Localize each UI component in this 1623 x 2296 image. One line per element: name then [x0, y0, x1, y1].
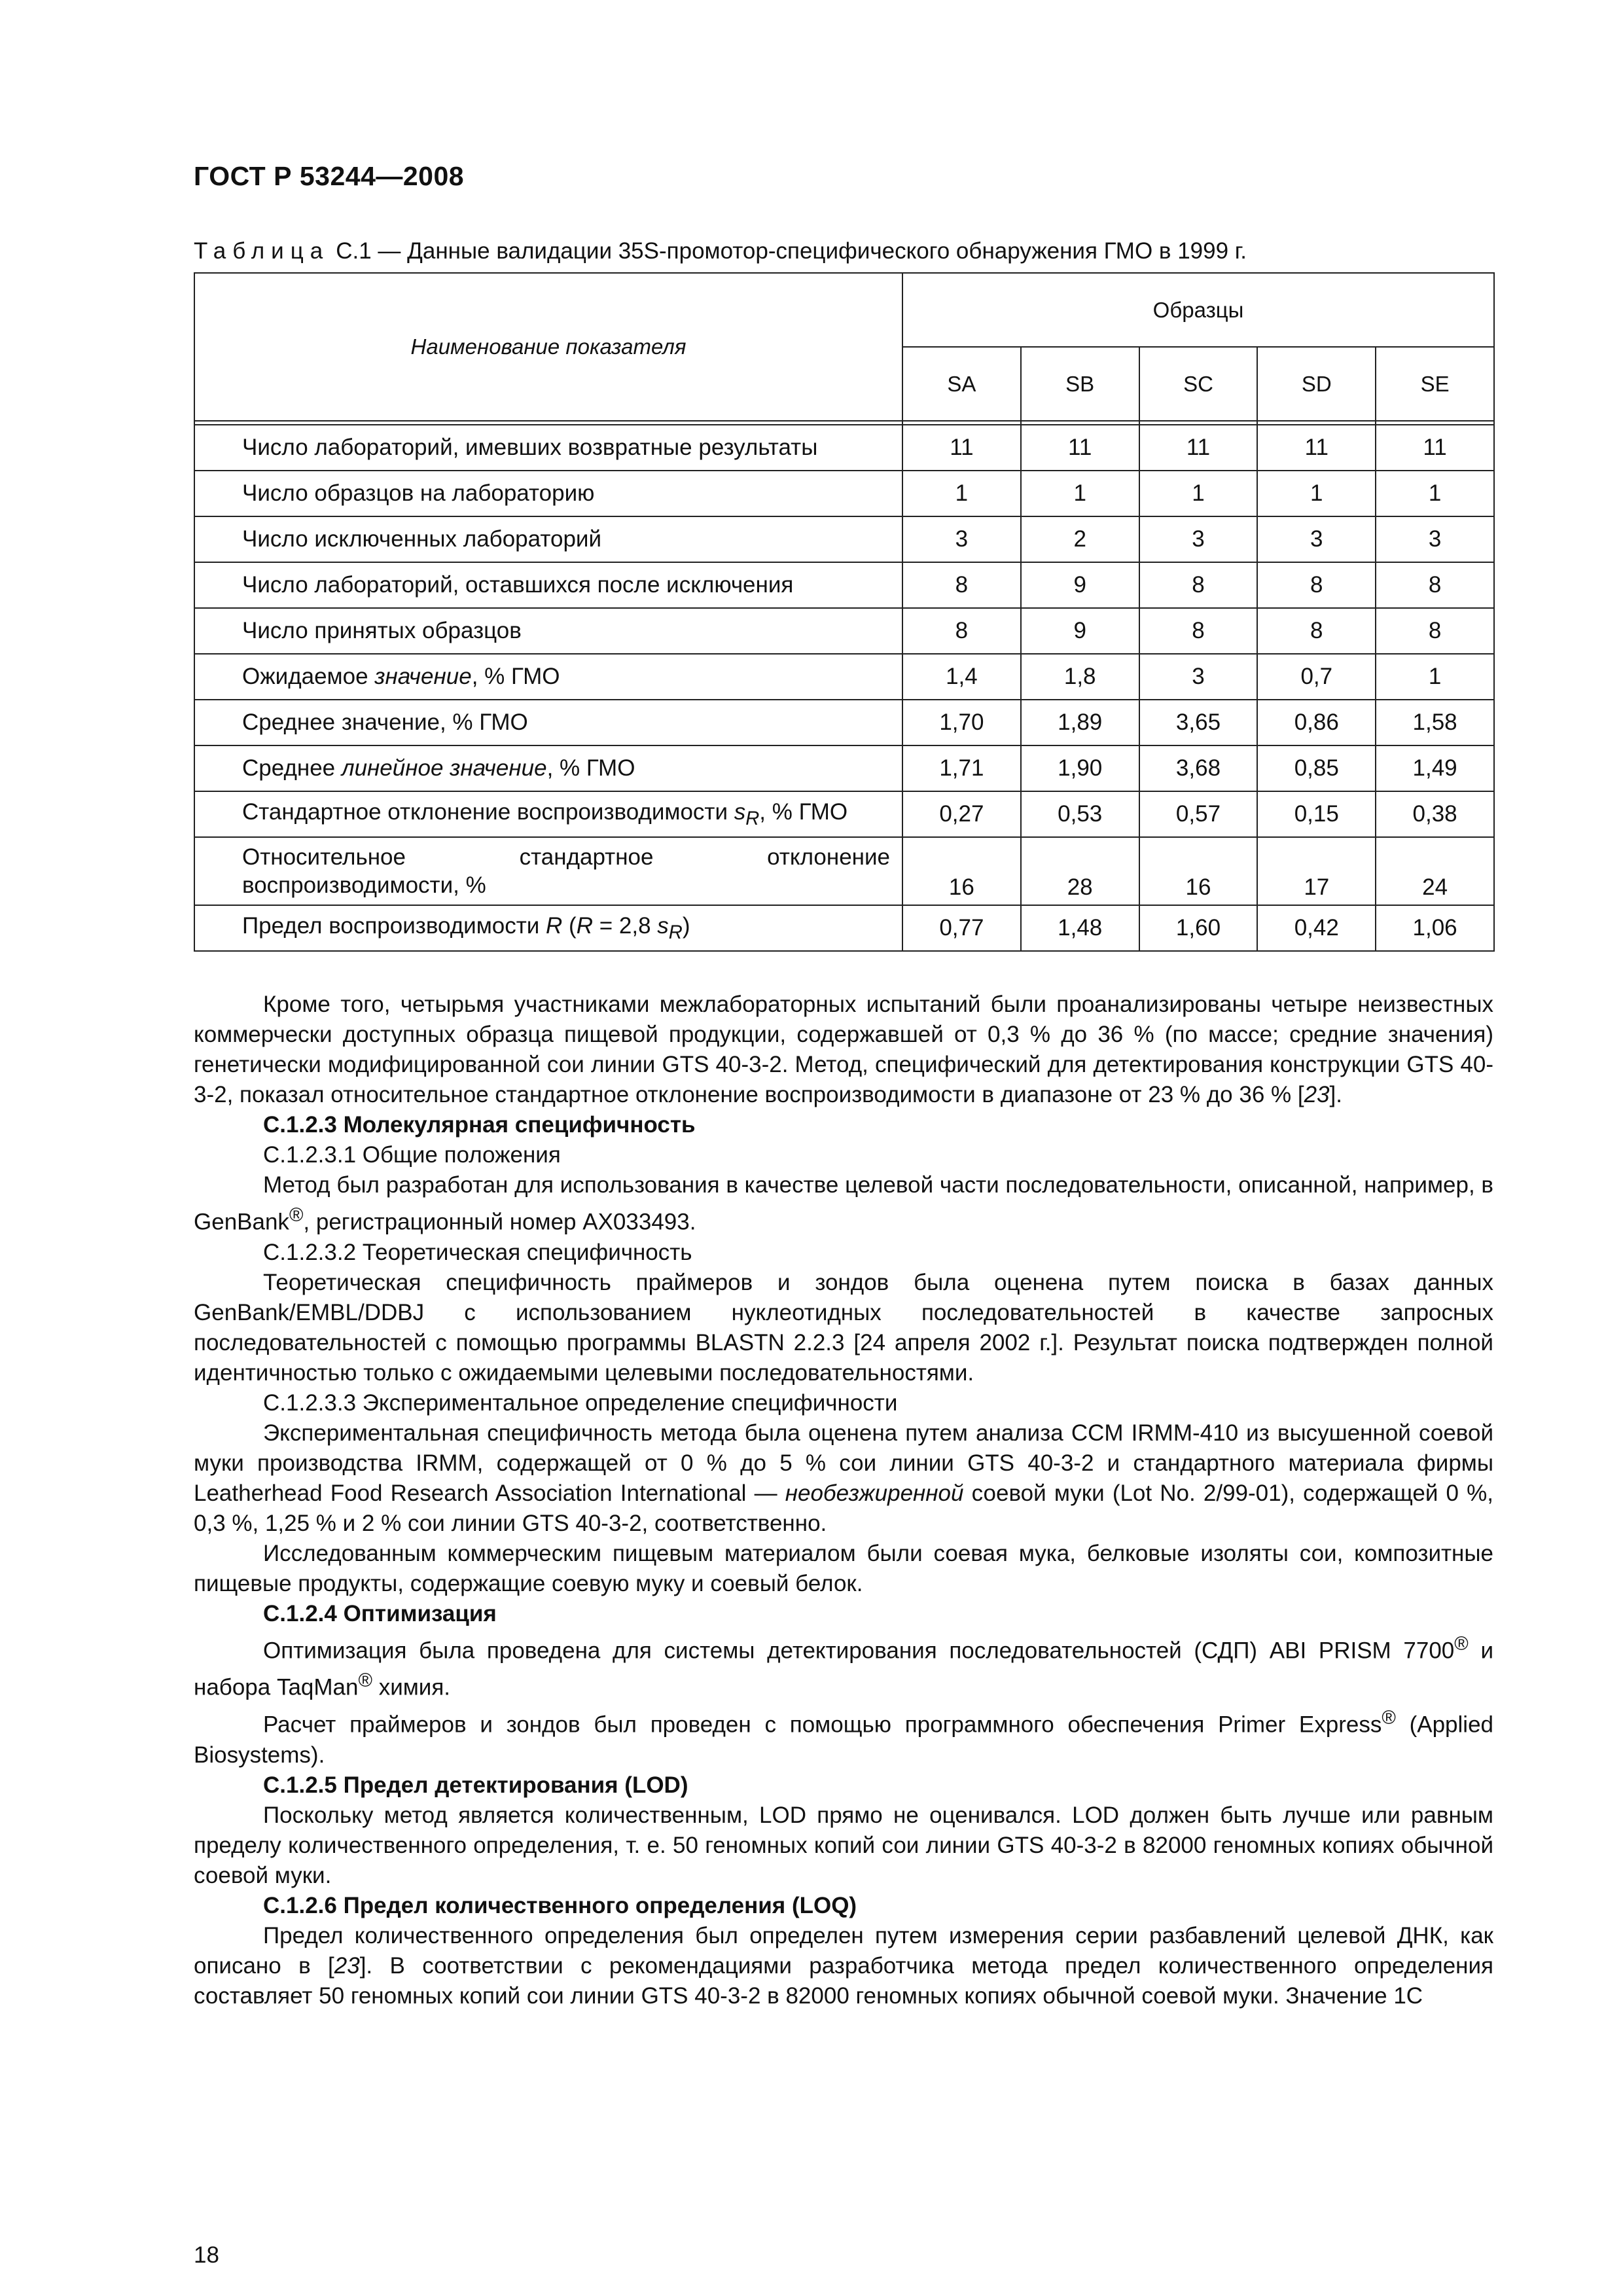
paragraph: Метод был разработан для использования в качестве целевой части последовательности, описанной, например, в GenBank®, регистрационный номер AX033493.: [194, 1172, 1493, 1235]
table-row: [194, 654, 1494, 700]
row-label: Предел воспроизводимости R (R = 2,8 $s_R$): [194, 905, 902, 951]
column-header-sample: SC: [1139, 347, 1258, 421]
cell-value: 16: [1139, 837, 1258, 905]
cell-value: 1: [1139, 471, 1258, 516]
paragraph: Предел количественного определения был определен путем измерения серии разбавлений целевой ДНК, как описано в [23]. В соответствии с рекомендациями разработчика метода предел количественного определения составляет 50 геномных копий сои линии GTS 40-3-2 в 82000 геномных копиях обычной соевой муки. Значение 1С: [194, 1922, 1494, 2009]
row-label: Среднее значение, % ГМО: [194, 700, 902, 745]
cell-value: 11: [1376, 425, 1494, 471]
section-heading: С.1.2.4 Оптимизация: [263, 1600, 497, 1626]
paragraph: Расчет праймеров и зондов был проведен с помощью программного обеспечения Primer Express® (Applied Biosystems).: [194, 1707, 1494, 1768]
subsection-heading: С.1.2.3.3 Экспериментальное определение специфичности: [263, 1390, 898, 1416]
row-label: Число исключенных лабораторий: [194, 516, 902, 562]
cell-value: 8: [1139, 608, 1258, 654]
section-heading: С.1.2.6 Предел количественного определения (LOQ): [263, 1892, 857, 1918]
cell-value: 1,90: [1021, 745, 1139, 791]
table-row: [194, 516, 1494, 562]
paragraph: Теоретическая специфичность праймеров и зондов была оценена путем поиска в базах данных GenBank/EMBL/DDBJ с использованием нуклеотидных последовательностей в качестве запросных последовательностей с помощью программы BLASTN 2.2.3 [24 апреля 2002 г.]. Результат поиска подтвержден полной идентичностью только с ожидаемыми целевыми последовательностями.: [194, 1269, 1493, 1386]
cell-value: 0,85: [1257, 745, 1376, 791]
cell-value: 1: [1376, 471, 1494, 516]
table-row: [194, 745, 1494, 791]
paragraph: Экспериментальная специфичность метода была оценена путем анализа CCM IRMM-410 из высушенной соевой муки производства IRMM, содержащей от 0 % до 5 % сои линии GTS 40-3-2 и стандартного материала фирмы Leatherhead Food Research Association International — необезжиренной соевой муки (Lot No. 2/99-01), содержащей 0 %, 0,3 %, 1,25 % и 2 % сои линии GTS 40-3-2, соответственно.: [194, 1420, 1493, 1536]
cell-value: 1: [1257, 471, 1376, 516]
cell-value: 11: [1139, 425, 1258, 471]
row-label: Ожидаемое значение, % ГМО: [194, 654, 902, 700]
cell-value: 8: [902, 608, 1021, 654]
cell-value: 1,4: [902, 654, 1021, 700]
cell-value: 0,7: [1257, 654, 1376, 700]
subsection-heading: С.1.2.3.1 Общие положения: [263, 1142, 561, 1168]
row-label: Число лабораторий, имевших возвратные результаты: [194, 425, 902, 471]
row-label: Число образцов на лабораторию: [194, 471, 902, 516]
cell-value: 0,27: [902, 791, 1021, 837]
table-row: [194, 562, 1494, 608]
cell-value: 1,48: [1021, 905, 1139, 951]
cell-value: 9: [1021, 608, 1139, 654]
cell-value: 0,38: [1376, 791, 1494, 837]
cell-value: 17: [1257, 837, 1376, 905]
row-label: Число лабораторий, оставшихся после исключения: [194, 562, 902, 608]
column-header-samples: Образцы: [902, 273, 1494, 347]
table-row: [194, 837, 1494, 905]
column-header-indicator: Наименование показателя: [194, 273, 902, 421]
cell-value: 8: [1139, 562, 1258, 608]
cell-value: 3,65: [1139, 700, 1258, 745]
cell-value: 1,71: [902, 745, 1021, 791]
paragraph: Исследованным коммерческим пищевым материалом были соевая мука, белковые изоляты сои, композитные пищевые продукты, содержащие соевую муку и соевый белок.: [194, 1540, 1493, 1596]
cell-value: 11: [1257, 425, 1376, 471]
paragraph: Оптимизация была проведена для системы детектирования последовательностей (СДП) ABI PRISM 7700® и набора TaqMan® химия.: [194, 1633, 1493, 1700]
cell-value: 8: [1257, 562, 1376, 608]
cell-value: 8: [1376, 608, 1494, 654]
paragraph: Поскольку метод является количественным, LOD прямо не оценивался. LOD должен быть лучше или равным пределу количественного определения, т. е. 50 геномных копий сои линии GTS 40-3-2 в 82000 геномных копиях обычной соевой муки.: [194, 1802, 1493, 1888]
table-row: [194, 700, 1494, 745]
cell-value: 8: [1376, 562, 1494, 608]
validation-table: [194, 272, 1495, 952]
cell-value: 3,68: [1139, 745, 1258, 791]
cell-value: 0,53: [1021, 791, 1139, 837]
cell-value: 28: [1021, 837, 1139, 905]
table-row: [194, 791, 1494, 837]
cell-value: 11: [902, 425, 1021, 471]
cell-value: 3: [1376, 516, 1494, 562]
cell-value: 3: [902, 516, 1021, 562]
cell-value: 1,89: [1021, 700, 1139, 745]
cell-value: 2: [1021, 516, 1139, 562]
paragraph: Кроме того, четырьмя участниками межлабораторных испытаний были проанализированы четыре неизвестных коммерчески доступных образца пищевой продукции, содержавшей от 0,3 % до 36 % (по массе; средние значения) генетически модифицированной сои линии GTS 40-3-2. Метод, специфический для детектирования конструкции GTS 40-3-2, показал относительное стандартное отклонение воспроизводимости в диапазоне от 23 % до 36 % [23].: [194, 992, 1493, 1107]
row-label: Относительное стандартное отклонение воспроизводимости, %: [194, 837, 902, 905]
cell-value: 8: [1257, 608, 1376, 654]
table-caption-title: C.1 — Данные валидации 35S-промотор-специфического обнаружения ГМО в 1999 г.: [336, 238, 1247, 264]
cell-value: 1,8: [1021, 654, 1139, 700]
row-label: Число принятых образцов: [194, 608, 902, 654]
row-label: Среднее линейное значение, % ГМО: [194, 745, 902, 791]
cell-value: 8: [902, 562, 1021, 608]
cell-value: 16: [902, 837, 1021, 905]
document-header: ГОСТ Р 53244—2008: [194, 161, 465, 191]
row-label: Стандартное отклонение воспроизводимости $s_R$, % ГМО: [194, 791, 902, 837]
cell-value: 0,57: [1139, 791, 1258, 837]
column-header-sample: SA: [902, 347, 1021, 421]
cell-value: 1,58: [1376, 700, 1494, 745]
cell-value: 1,70: [902, 700, 1021, 745]
table-caption: [194, 238, 1247, 264]
cell-value: 24: [1376, 837, 1494, 905]
table-row: [194, 608, 1494, 654]
column-header-sample: SB: [1021, 347, 1139, 421]
cell-value: 1,06: [1376, 905, 1494, 951]
table-row: [194, 905, 1494, 951]
cell-value: 3: [1257, 516, 1376, 562]
section-heading: С.1.2.5 Предел детектирования (LOD): [263, 1772, 688, 1798]
cell-value: 1: [1376, 654, 1494, 700]
subsection-heading: С.1.2.3.2 Теоретическая специфичность: [263, 1239, 692, 1265]
cell-value: 0,86: [1257, 700, 1376, 745]
page-number: 18: [194, 2242, 219, 2268]
cell-value: 3: [1139, 516, 1258, 562]
cell-value: 3: [1139, 654, 1258, 700]
cell-value: 11: [1021, 425, 1139, 471]
table-caption-word: Таблица: [194, 238, 330, 264]
cell-value: 9: [1021, 562, 1139, 608]
column-header-sample: SD: [1257, 347, 1376, 421]
cell-value: 1,49: [1376, 745, 1494, 791]
body-text: [194, 990, 1493, 2011]
column-header-sample: SE: [1376, 347, 1494, 421]
cell-value: 0,42: [1257, 905, 1376, 951]
cell-value: 0,15: [1257, 791, 1376, 837]
cell-value: 1: [1021, 471, 1139, 516]
section-heading: С.1.2.3 Молекулярная специфичность: [263, 1112, 696, 1138]
cell-value: 1,60: [1139, 905, 1258, 951]
cell-value: 1: [902, 471, 1021, 516]
table-row: [194, 425, 1494, 471]
cell-value: 0,77: [902, 905, 1021, 951]
table-row: [194, 471, 1494, 516]
